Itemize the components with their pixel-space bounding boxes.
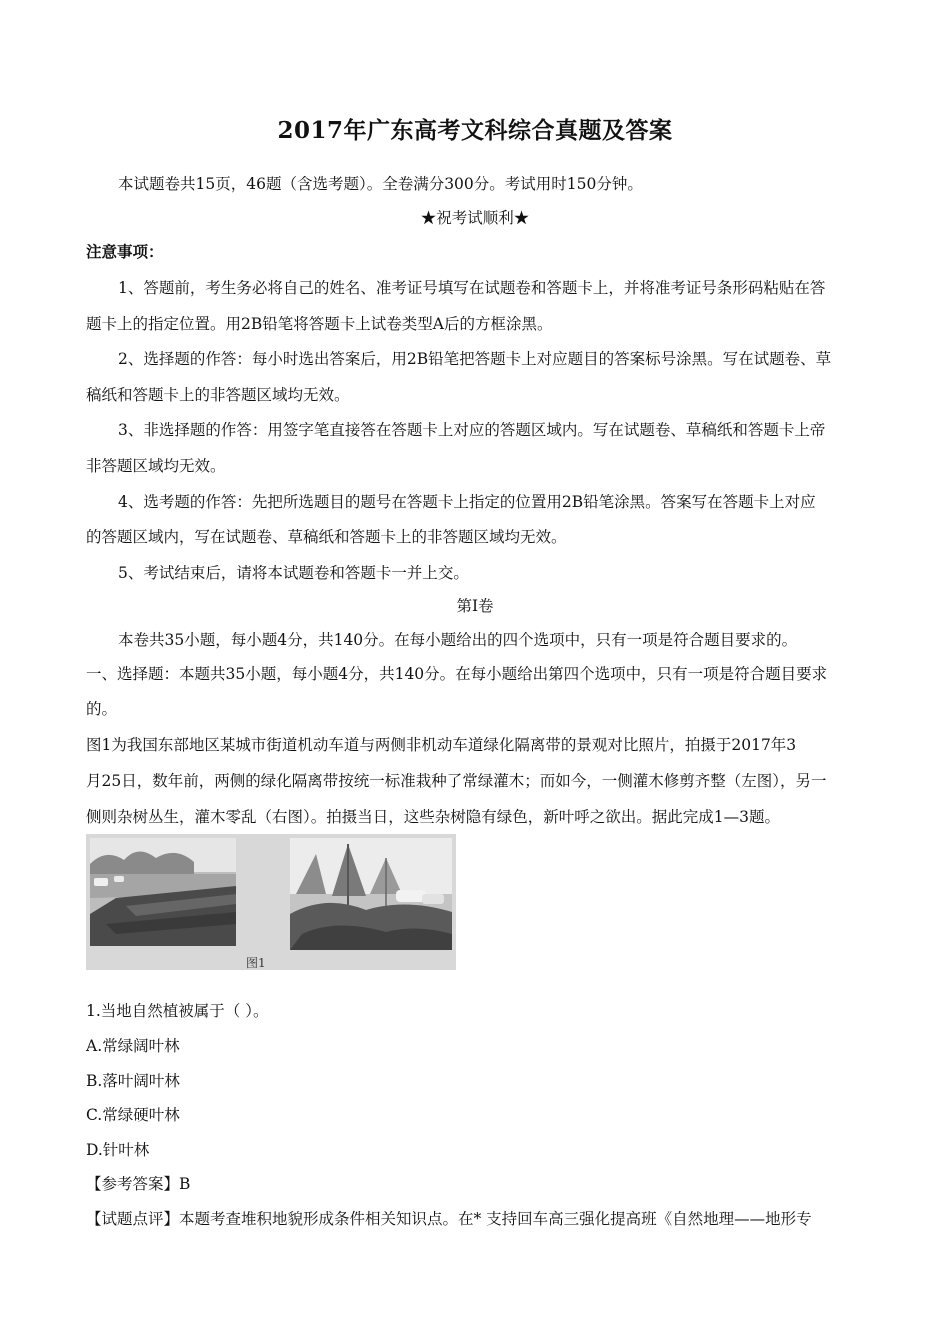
notice-1-line2: 题卡上的指定位置。用2B铅笔将答题卡上试卷类型A后的方框涂黑。 xyxy=(86,315,553,333)
reference-answer: 【参考答案】B xyxy=(86,1175,191,1193)
passage-line3: 侧则杂树丛生，灌木零乱（右图）。拍摄当日，这些杂树隐有绿色，新叶呼之欲出。据此完成1—3题。 xyxy=(86,808,780,826)
right-photo-overgrown-trees xyxy=(290,838,452,950)
notice-2-line2: 稿纸和答题卡上的非答题区域均无效。 xyxy=(86,386,350,404)
figure-1-photos xyxy=(86,834,456,970)
figure-caption: 图1 xyxy=(246,956,266,970)
option-d: D.针叶林 xyxy=(86,1141,150,1159)
intro-text: 本试题卷共15页，46题（含选考题）。全卷满分300分。考试用时150分钟。 xyxy=(118,175,643,193)
notice-3-line2: 非答题区域均无效。 xyxy=(86,457,226,475)
notice-5-line1: 5、考试结束后，请将本试题卷和答题卡一并上交。 xyxy=(118,564,469,582)
section-heading-line2: 的。 xyxy=(86,700,118,718)
question-comment: 【试题点评】本题考查堆积地貌形成条件相关知识点。在* 支持回车高三强化提高班《自然地理——地形专 xyxy=(86,1210,812,1228)
question-1-stem: 1.当地自然植被属于（ ）。 xyxy=(86,1002,269,1020)
option-c: C.常绿硬叶林 xyxy=(86,1106,180,1124)
page-title: 2017年广东高考文科综合真题及答案 xyxy=(277,117,673,144)
volume-heading: 第Ⅰ卷 xyxy=(456,597,494,615)
notice-3-line1: 3、非选择题的作答：用签字笔直接答在答题卡上对应的答题区域内。写在试题卷、草稿纸和答题卡上帝 xyxy=(118,421,826,439)
notice-2-line1: 2、选择题的作答：每小时选出答案后，用2B铅笔把答题卡上对应题目的答案标号涂黑。写在试题卷、草 xyxy=(118,350,832,368)
notice-heading: 注意事项： xyxy=(86,242,164,261)
notice-4-line1: 4、选考题的作答：先把所选题目的题号在答题卡上指定的位置用2B铅笔涂黑。答案写在答题卡上对应 xyxy=(118,493,816,511)
notice-4-line2: 的答题区域内，写在试题卷、草稿纸和答题卡上的非答题区域均无效。 xyxy=(86,528,567,546)
passage-line1: 图1为我国东部地区某城市街道机动车道与两侧非机动车道绿化隔离带的景观对比照片，拍摄于2017年3 xyxy=(86,736,797,754)
section-heading-line1: 一、选择题：本题共35小题，每小题4分，共140分。在每小题给出第四个选项中，只有一项是符合题目要求 xyxy=(86,665,828,683)
blessing-text: ★祝考试顺利★ xyxy=(420,209,530,227)
volume-description: 本卷共35小题，每小题4分，共140分。在每小题给出的四个选项中，只有一项是符合题目要求的。 xyxy=(118,631,798,649)
option-a: A.常绿阔叶林 xyxy=(86,1037,180,1055)
left-photo-trimmed-shrubs xyxy=(90,838,236,946)
option-b: B.落叶阔叶林 xyxy=(86,1072,180,1090)
notice-1-line1: 1、答题前，考生务必将自己的姓名、准考证号填写在试题卷和答题卡上，并将准考证号条形码粘贴在答 xyxy=(118,279,826,297)
passage-line2: 月25日，数年前，两侧的绿化隔离带按统一标准栽种了常绿灌木；而如今，一侧灌木修剪齐整（左图），另一 xyxy=(86,772,827,790)
